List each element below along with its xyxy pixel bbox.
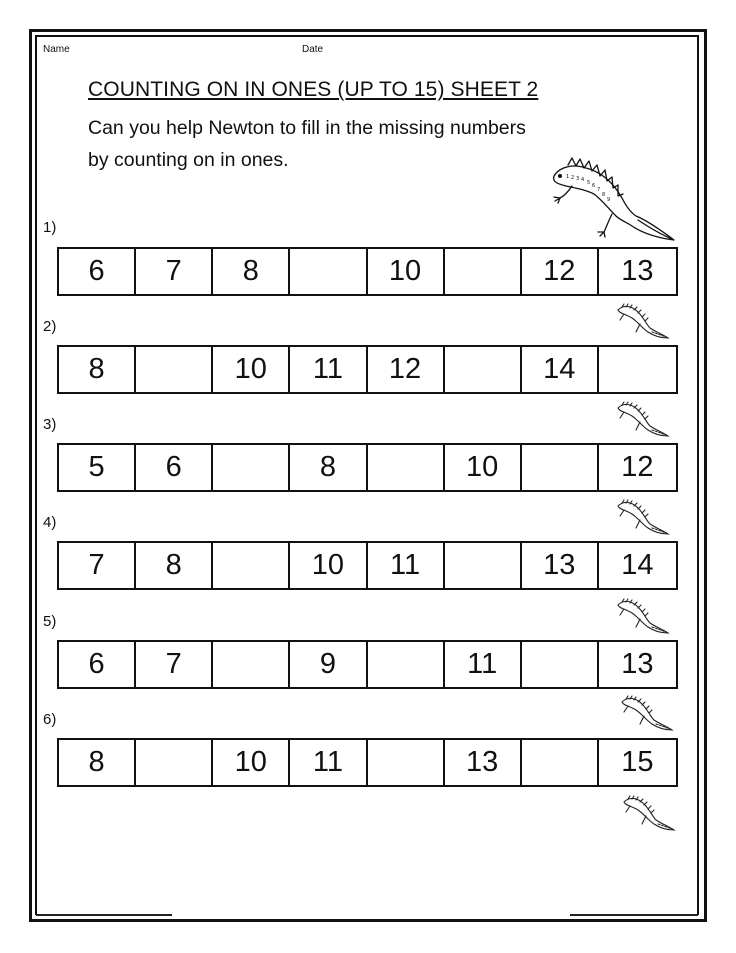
worksheet-title: COUNTING ON IN ONES (UP TO 15) SHEET 2 xyxy=(88,78,539,101)
blank-cell[interactable] xyxy=(445,347,522,392)
number-cell: 11 xyxy=(368,543,445,588)
svg-text:4: 4 xyxy=(581,177,585,183)
number-cell: 7 xyxy=(136,642,213,687)
number-cell: 14 xyxy=(621,549,654,581)
svg-text:9: 9 xyxy=(607,197,611,203)
number-cell: 13 xyxy=(445,740,522,785)
blank-cell[interactable] xyxy=(522,740,599,785)
svg-text:3: 3 xyxy=(576,176,580,182)
number-cell: 11 xyxy=(445,642,522,687)
blank-cell[interactable] xyxy=(213,642,290,687)
number-cell: 10 xyxy=(368,249,445,294)
number-cell: 5 xyxy=(59,445,136,490)
number-cell: 8 xyxy=(213,249,290,294)
small-newt-icon xyxy=(614,400,670,440)
small-newt-icon xyxy=(614,597,670,637)
number-cell: 10 xyxy=(445,445,522,490)
row-label: 4) xyxy=(43,514,57,531)
blank-cell[interactable] xyxy=(522,642,599,687)
svg-text:6: 6 xyxy=(592,183,596,189)
footer-line-right xyxy=(570,914,698,916)
number-cell: 6 xyxy=(59,249,136,294)
newt-with-numbers-icon xyxy=(546,150,678,242)
name-label: Name xyxy=(43,44,70,55)
blank-cell[interactable] xyxy=(136,740,213,785)
date-label: Date xyxy=(302,44,324,55)
small-newt-icon xyxy=(614,498,670,538)
svg-text:2: 2 xyxy=(571,175,575,181)
number-cell: 8 xyxy=(136,543,213,588)
blank-cell[interactable] xyxy=(445,249,522,294)
number-cell: 13 xyxy=(522,543,599,588)
row-label: 6) xyxy=(43,711,57,728)
blank-cell[interactable] xyxy=(213,445,290,490)
number-cell: 7 xyxy=(59,543,136,588)
number-cell: 15 xyxy=(621,746,654,778)
svg-text:5: 5 xyxy=(587,180,591,186)
blank-cell[interactable] xyxy=(136,347,213,392)
number-cell: 7 xyxy=(136,249,213,294)
number-cell: 8 xyxy=(59,740,136,785)
page-border-inner xyxy=(697,35,699,915)
blank-cell[interactable] xyxy=(290,249,367,294)
row-label: 3) xyxy=(43,416,57,433)
page-border-inner xyxy=(35,35,697,37)
number-cell: 11 xyxy=(290,740,367,785)
blank-cell[interactable] xyxy=(368,642,445,687)
number-grid xyxy=(57,247,678,296)
blank-cell[interactable] xyxy=(599,347,676,392)
number-cell: 10 xyxy=(290,543,367,588)
blank-cell[interactable] xyxy=(522,445,599,490)
blank-cell[interactable] xyxy=(213,543,290,588)
number-cell: 13 xyxy=(621,648,654,680)
svg-text:1: 1 xyxy=(566,174,570,180)
number-cell: 14 xyxy=(522,347,599,392)
row-label: 1) xyxy=(43,219,57,236)
number-grid xyxy=(57,738,678,787)
row-label: 5) xyxy=(43,613,57,630)
number-cell: 13 xyxy=(621,255,654,287)
number-cell: 11 xyxy=(290,347,367,392)
number-cell: 6 xyxy=(59,642,136,687)
footer-line-left xyxy=(36,914,172,916)
blank-cell[interactable] xyxy=(368,740,445,785)
number-grid xyxy=(57,541,678,590)
instructions-line-2: by counting on in ones. xyxy=(88,149,289,171)
number-cell: 8 xyxy=(59,347,136,392)
number-cell: 12 xyxy=(621,451,654,483)
number-cell: 8 xyxy=(290,445,367,490)
small-newt-icon xyxy=(618,694,674,734)
svg-text:7: 7 xyxy=(597,187,601,193)
instructions-line-1: Can you help Newton to fill in the missing numbers xyxy=(88,117,526,139)
number-cell: 9 xyxy=(290,642,367,687)
number-grid xyxy=(57,640,678,689)
number-cell: 10 xyxy=(213,347,290,392)
number-grid xyxy=(57,345,678,394)
blank-cell[interactable] xyxy=(368,445,445,490)
number-cell: 6 xyxy=(136,445,213,490)
row-label: 2) xyxy=(43,318,57,335)
small-newt-icon xyxy=(620,794,676,834)
blank-cell[interactable] xyxy=(445,543,522,588)
svg-text:8: 8 xyxy=(602,192,606,198)
number-cell: 12 xyxy=(368,347,445,392)
number-cell: 10 xyxy=(213,740,290,785)
number-grid xyxy=(57,443,678,492)
number-cell: 12 xyxy=(522,249,599,294)
small-newt-icon xyxy=(614,302,670,342)
page-border-inner xyxy=(35,35,37,915)
